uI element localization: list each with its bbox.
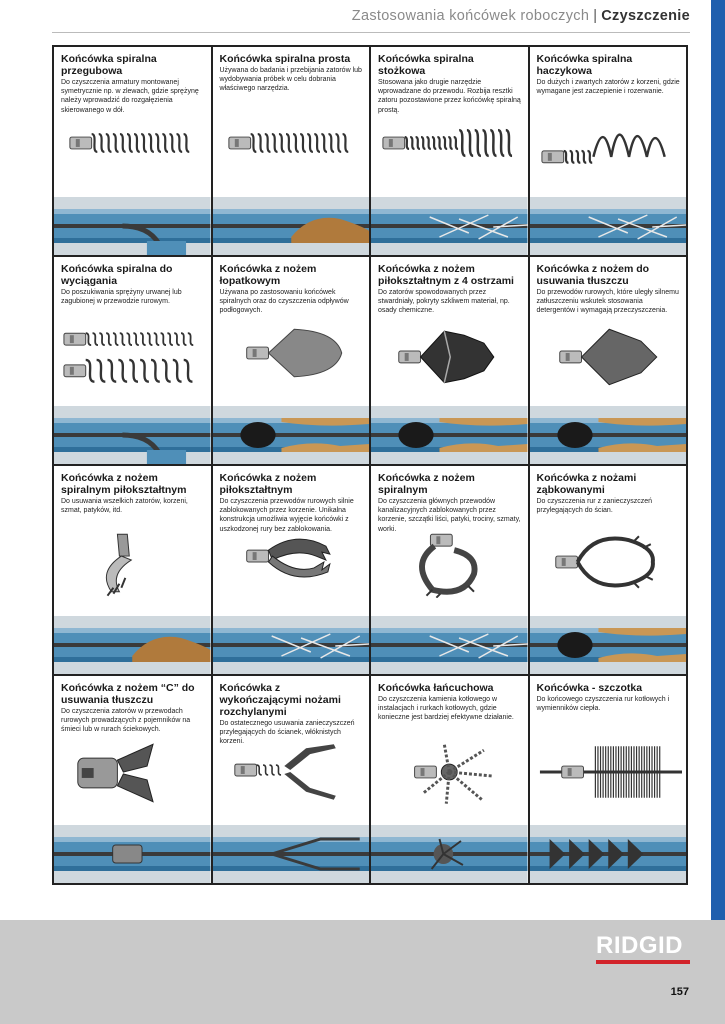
tool-description: Używana do badania i przebijania zatorów lub wydobywania próbek w celu dobrania właściwego narzędzia. <box>219 67 362 93</box>
tool-description: Do czyszczenia armatury montowanej symetrycznie np. w zlewach, gdzie sprężynę należy wprowadzić do rozgałęzienia skierowanego w dół. <box>61 79 199 114</box>
tool-illustration <box>534 317 683 389</box>
pipe-illustration <box>213 406 370 464</box>
pipe-illustration <box>530 825 687 883</box>
header-subsection: Czyszczenie <box>601 8 690 24</box>
tool-description: Do dużych i zwartych zatorów z korzeni, gdzie wymagane jest zaczepienie i rozerwanie. <box>536 79 680 96</box>
tool-card <box>530 466 687 674</box>
tool-title: Końcówka spiralna przegubowa <box>61 53 157 77</box>
pipe-illustration <box>530 197 687 255</box>
tool-card <box>213 47 370 255</box>
tool-illustration <box>58 107 207 179</box>
pipe-illustration <box>54 616 211 674</box>
tool-card <box>371 676 528 884</box>
tool-title: Końcówka z nożami ząbkowanymi <box>536 472 637 496</box>
tool-card <box>54 47 211 255</box>
pipe-illustration <box>54 197 211 255</box>
tool-title: Końcówka spiralna prosta <box>219 53 351 65</box>
pipe-illustration <box>213 616 370 674</box>
tool-card <box>213 676 370 884</box>
tool-title: Końcówka z wykończającymi nożami rozchylanymi <box>219 681 341 718</box>
pipe-illustration <box>371 406 528 464</box>
tool-illustration <box>217 107 366 179</box>
tool-title: Końcówka z nożem piłokształtnym z 4 ostrzami <box>378 262 514 287</box>
tool-description: Do czyszczenia kamienia kotłowego w instalacjach i rurkach kotłowych, gdzie konieczne jest bardziej efektywne działanie. <box>378 695 514 721</box>
tool-card <box>213 257 370 465</box>
tool-illustration <box>375 317 524 389</box>
tool-title: Końcówka z nożem spiralnym <box>378 472 475 496</box>
tool-title: Końcówka z nożem piłokształtnym <box>219 472 317 496</box>
header-separator: | <box>593 8 598 24</box>
tool-title: Końcówka z nożem spiralnym piłokształtnym <box>61 472 187 496</box>
tool-title: Końcówka z nożem do usuwania tłuszczu <box>536 262 650 287</box>
tool-card <box>530 47 687 255</box>
tool-description: Do czyszczenia przewodów rurowych silnie zablokowanych przez korzenie. Unikalna konstrukcja umożliwia wyjęcie końcówki z uszkodzonej rury bez zablokowania. <box>219 498 354 533</box>
tool-illustration <box>58 317 207 389</box>
tool-illustration <box>375 526 524 598</box>
tool-card <box>213 466 370 674</box>
tool-card <box>530 257 687 465</box>
pipe-illustration <box>213 197 370 255</box>
pipe-illustration <box>530 616 687 674</box>
tool-illustration <box>534 107 683 179</box>
tool-illustration <box>58 736 207 808</box>
tool-illustration <box>217 526 366 598</box>
pipe-illustration <box>530 406 687 464</box>
header-rule <box>52 32 690 33</box>
page-header <box>352 8 690 24</box>
side-color-bar <box>711 0 725 920</box>
tool-description: Do czyszczenia rur z zanieczyszczeń przylegających do ścian. <box>536 498 653 515</box>
tool-description: Do usuwania wszelkich zatorów, korzeni, szmat, patyków, itd. <box>61 498 188 515</box>
tool-description: Do zatorów spowodowanych przez stwardniały, pokryty szkliwem materiał, np. osady chemiczne. <box>378 288 510 314</box>
tool-illustration <box>375 107 524 179</box>
tool-title: Końcówka spiralna do wyciągania <box>61 262 173 287</box>
pipe-illustration <box>371 616 528 674</box>
tool-illustration <box>534 526 683 598</box>
tool-illustration <box>58 526 207 598</box>
tool-description: Używana po zastosowaniu końcówek spiralnych oraz do czyszczenia odpływów podłogowych. <box>219 288 349 314</box>
tool-title: Końcówka z nożem “C” do usuwania tłuszczu <box>61 681 195 706</box>
pipe-illustration <box>54 406 211 464</box>
pipe-illustration <box>213 825 370 883</box>
pipe-illustration <box>54 825 211 883</box>
tool-illustration <box>534 736 683 808</box>
header-section: Zastosowania końcówek roboczych <box>351 8 590 24</box>
tool-description: Do czyszczenia zatorów w przewodach rurowych prowadzących z pojemników na śmieci lub w rurach ściekowych. <box>61 707 191 733</box>
tool-description: Do końcowego czyszczenia rur kotłowych i wymienników ciepła. <box>536 695 670 712</box>
tool-card <box>530 676 687 884</box>
tool-description: Do przewodów rurowych, które uległy silnemu zatłuszczeniu wskutek stosowania detergentów i wymagają przeczyszczenia. <box>536 288 679 314</box>
tool-grid <box>52 45 688 885</box>
tool-illustration <box>375 736 524 808</box>
tool-title: Końcówka - szczotka <box>536 681 643 694</box>
tool-illustration <box>217 736 366 808</box>
tool-card <box>371 466 528 674</box>
tool-description: Do poszukiwania sprężyny urwanej lub zagubionej w przewodzie rurowym. <box>61 288 182 305</box>
tool-title: Końcówka spiralna haczykowa <box>536 53 633 77</box>
pipe-illustration <box>371 825 528 883</box>
tool-card <box>54 466 211 674</box>
pipe-illustration <box>371 197 528 255</box>
tool-card <box>54 257 211 465</box>
tool-illustration <box>217 317 366 389</box>
page-number: 157 <box>670 986 689 998</box>
tool-title: Końcówka spiralna stożkowa <box>378 53 474 77</box>
tool-description: Do czyszczenia głównych przewodów kanalizacyjnych zablokowanych przez korzenie, szczątki liści, patyki, trociny, szmaty, worki. <box>378 498 521 533</box>
tool-card <box>371 257 528 465</box>
tool-title: Końcówka z nożem łopatkowym <box>219 262 317 287</box>
tool-card <box>54 676 211 884</box>
tool-title: Końcówka łańcuchowa <box>378 681 494 694</box>
tool-description: Do ostatecznego usuwania zanieczyszczeń przylegających do ścianek, włóknistych korzeni. <box>219 719 355 745</box>
tool-card <box>371 47 528 255</box>
ridgid-logo: RIDGID <box>594 934 690 964</box>
tool-description: Stosowana jako drugie narzędzie wprowadzane do przewodu. Rozbija resztki zatoru pozostawione przez końcówkę spiralną prostą. <box>378 79 521 114</box>
